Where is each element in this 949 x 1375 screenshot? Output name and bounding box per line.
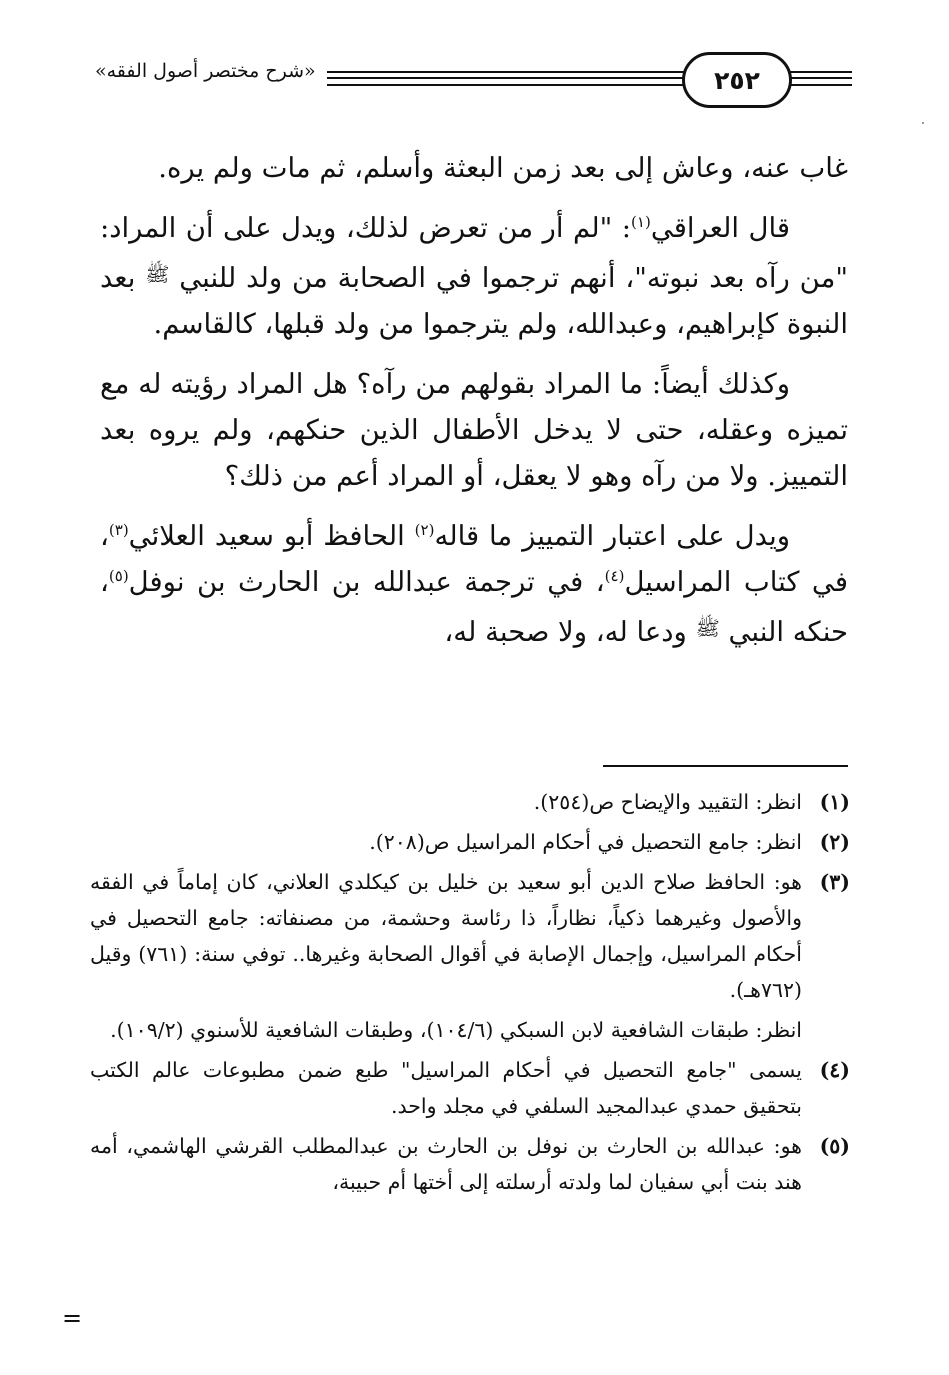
footnote-text: انظر: التقييد والإيضاح ص(٢٥٤). — [533, 790, 802, 814]
paragraph-text: ويدل على اعتبار التمييز ما قاله — [434, 520, 790, 552]
page-header — [95, 40, 850, 116]
footnote-1 — [90, 784, 850, 820]
page-number-badge — [682, 52, 792, 108]
footnote-ref-2[interactable]: (٢) — [414, 520, 435, 539]
footnote-ref-4[interactable]: (٤) — [604, 566, 625, 585]
salla-ligature-icon: ﷺ — [695, 616, 720, 640]
header-rule — [792, 77, 852, 79]
footnote-text: انظر: جامع التحصيل في أحكام المراسيل ص(٢٠٨). — [369, 830, 802, 854]
header-rule — [792, 71, 852, 73]
paragraph-text: وكذلك أيضاً: ما المراد بقولهم من رآه؟ هل المراد رؤيته له مع تميزه وعقله، حتى لا يدخل الأطفال الذين حنكهم، ولم يروه بعد التمييز. ولا من رآه وهو لا يعقل، أو المراد أعم من ذلك؟ — [100, 368, 848, 492]
continuation-mark: = — [62, 1304, 83, 1332]
paragraph-text: ، في ترجمة عبدالله بن الحارث بن نوفل — [128, 566, 605, 598]
footnotes-section — [90, 784, 850, 1204]
footnote-text: هو: الحافظ صلاح الدين أبو سعيد بن خليل بن كيكلدي العلاني، كان إماماً في الفقه والأصول وغيرهما ذكياً، نظاراً، ذا رئاسة وحشمة، من مصنفاته: جامع التحصيل في أحكام المراسيل، وإجمال الإصابة في أقوال الصحابة وغيرها.. توفي سنة: (٧٦١) وقيل (٧٦٢هـ). — [90, 870, 802, 1002]
running-title: «شرح مختصر أصول الفقه» — [95, 60, 316, 82]
paragraph-1 — [100, 145, 848, 191]
paragraph-4 — [100, 513, 848, 655]
header-rule — [792, 84, 852, 86]
paragraph-3 — [100, 361, 848, 499]
paragraph-text: الحافظ أبو سعيد العلائي — [128, 520, 405, 552]
footnote-number: (٢) — [819, 830, 850, 854]
footnote-body — [90, 864, 802, 1048]
footnote-number: (١) — [819, 790, 850, 814]
footnote-number: (٤) — [819, 1058, 850, 1082]
footnote-source: انظر: طبقات الشافعية لابن السبكي (١٠٤/٦)، وطبقات الشافعية للأسنوي (١٠٩/٢). — [110, 1018, 802, 1042]
page-number: ٢٥٢ — [714, 65, 760, 95]
paragraph-text: ، حنكه النبي — [100, 566, 848, 648]
footnote-ref-1[interactable]: (١) — [631, 212, 651, 231]
paragraph-text: : "لم أر من تعرض لذلك، ويدل على أن المراد: "من رآه بعد نبوته"، أنهم ترجموا في الصحابة من ولد للنبي — [100, 212, 848, 294]
footnote-separator — [603, 765, 848, 767]
paragraph-text: ودعا له، ولا صحبة له، — [444, 616, 687, 648]
footnote-3 — [90, 864, 850, 1048]
footnote-number: (٥) — [819, 1134, 850, 1158]
paragraph-2 — [100, 205, 848, 347]
paragraph-text: ، في كتاب المراسيل — [100, 520, 849, 598]
paragraph-text: قال العراقي — [650, 212, 790, 244]
footnote-4 — [90, 1052, 850, 1124]
footnote-number: (٣) — [819, 870, 850, 894]
paragraph-text: بعد النبوة كإبراهيم، وعبدالله، ولم يترجموا من ولد قبلها، كالقاسم. — [100, 262, 848, 340]
paragraph-text: غاب عنه، وعاش إلى بعد زمن البعثة وأسلم، ثم مات ولم يره. — [158, 152, 848, 184]
footnote-ref-3[interactable]: (٣) — [108, 520, 129, 539]
footnote-text: هو: عبدالله بن الحارث بن نوفل بن الحارث بن عبدالمطلب القرشي الهاشمي، أمه هند بنت أبي سفيان لما ولدته أرسلته إلى أختها أم حبيبة، — [90, 1134, 802, 1194]
salla-ligature-icon: ﷺ — [145, 262, 170, 286]
main-text — [100, 145, 848, 669]
footnote-5 — [90, 1128, 850, 1200]
footnote-ref-5[interactable]: (٥) — [108, 566, 129, 585]
footnote-text: يسمى "جامع التحصيل في أحكام المراسيل" طبع ضمن مطبوعات عالم الكتب بتحقيق حمدي عبدالمجيد السلفي في مجلد واحد. — [90, 1058, 802, 1118]
scan-speck — [922, 122, 924, 124]
footnote-2 — [90, 824, 850, 860]
